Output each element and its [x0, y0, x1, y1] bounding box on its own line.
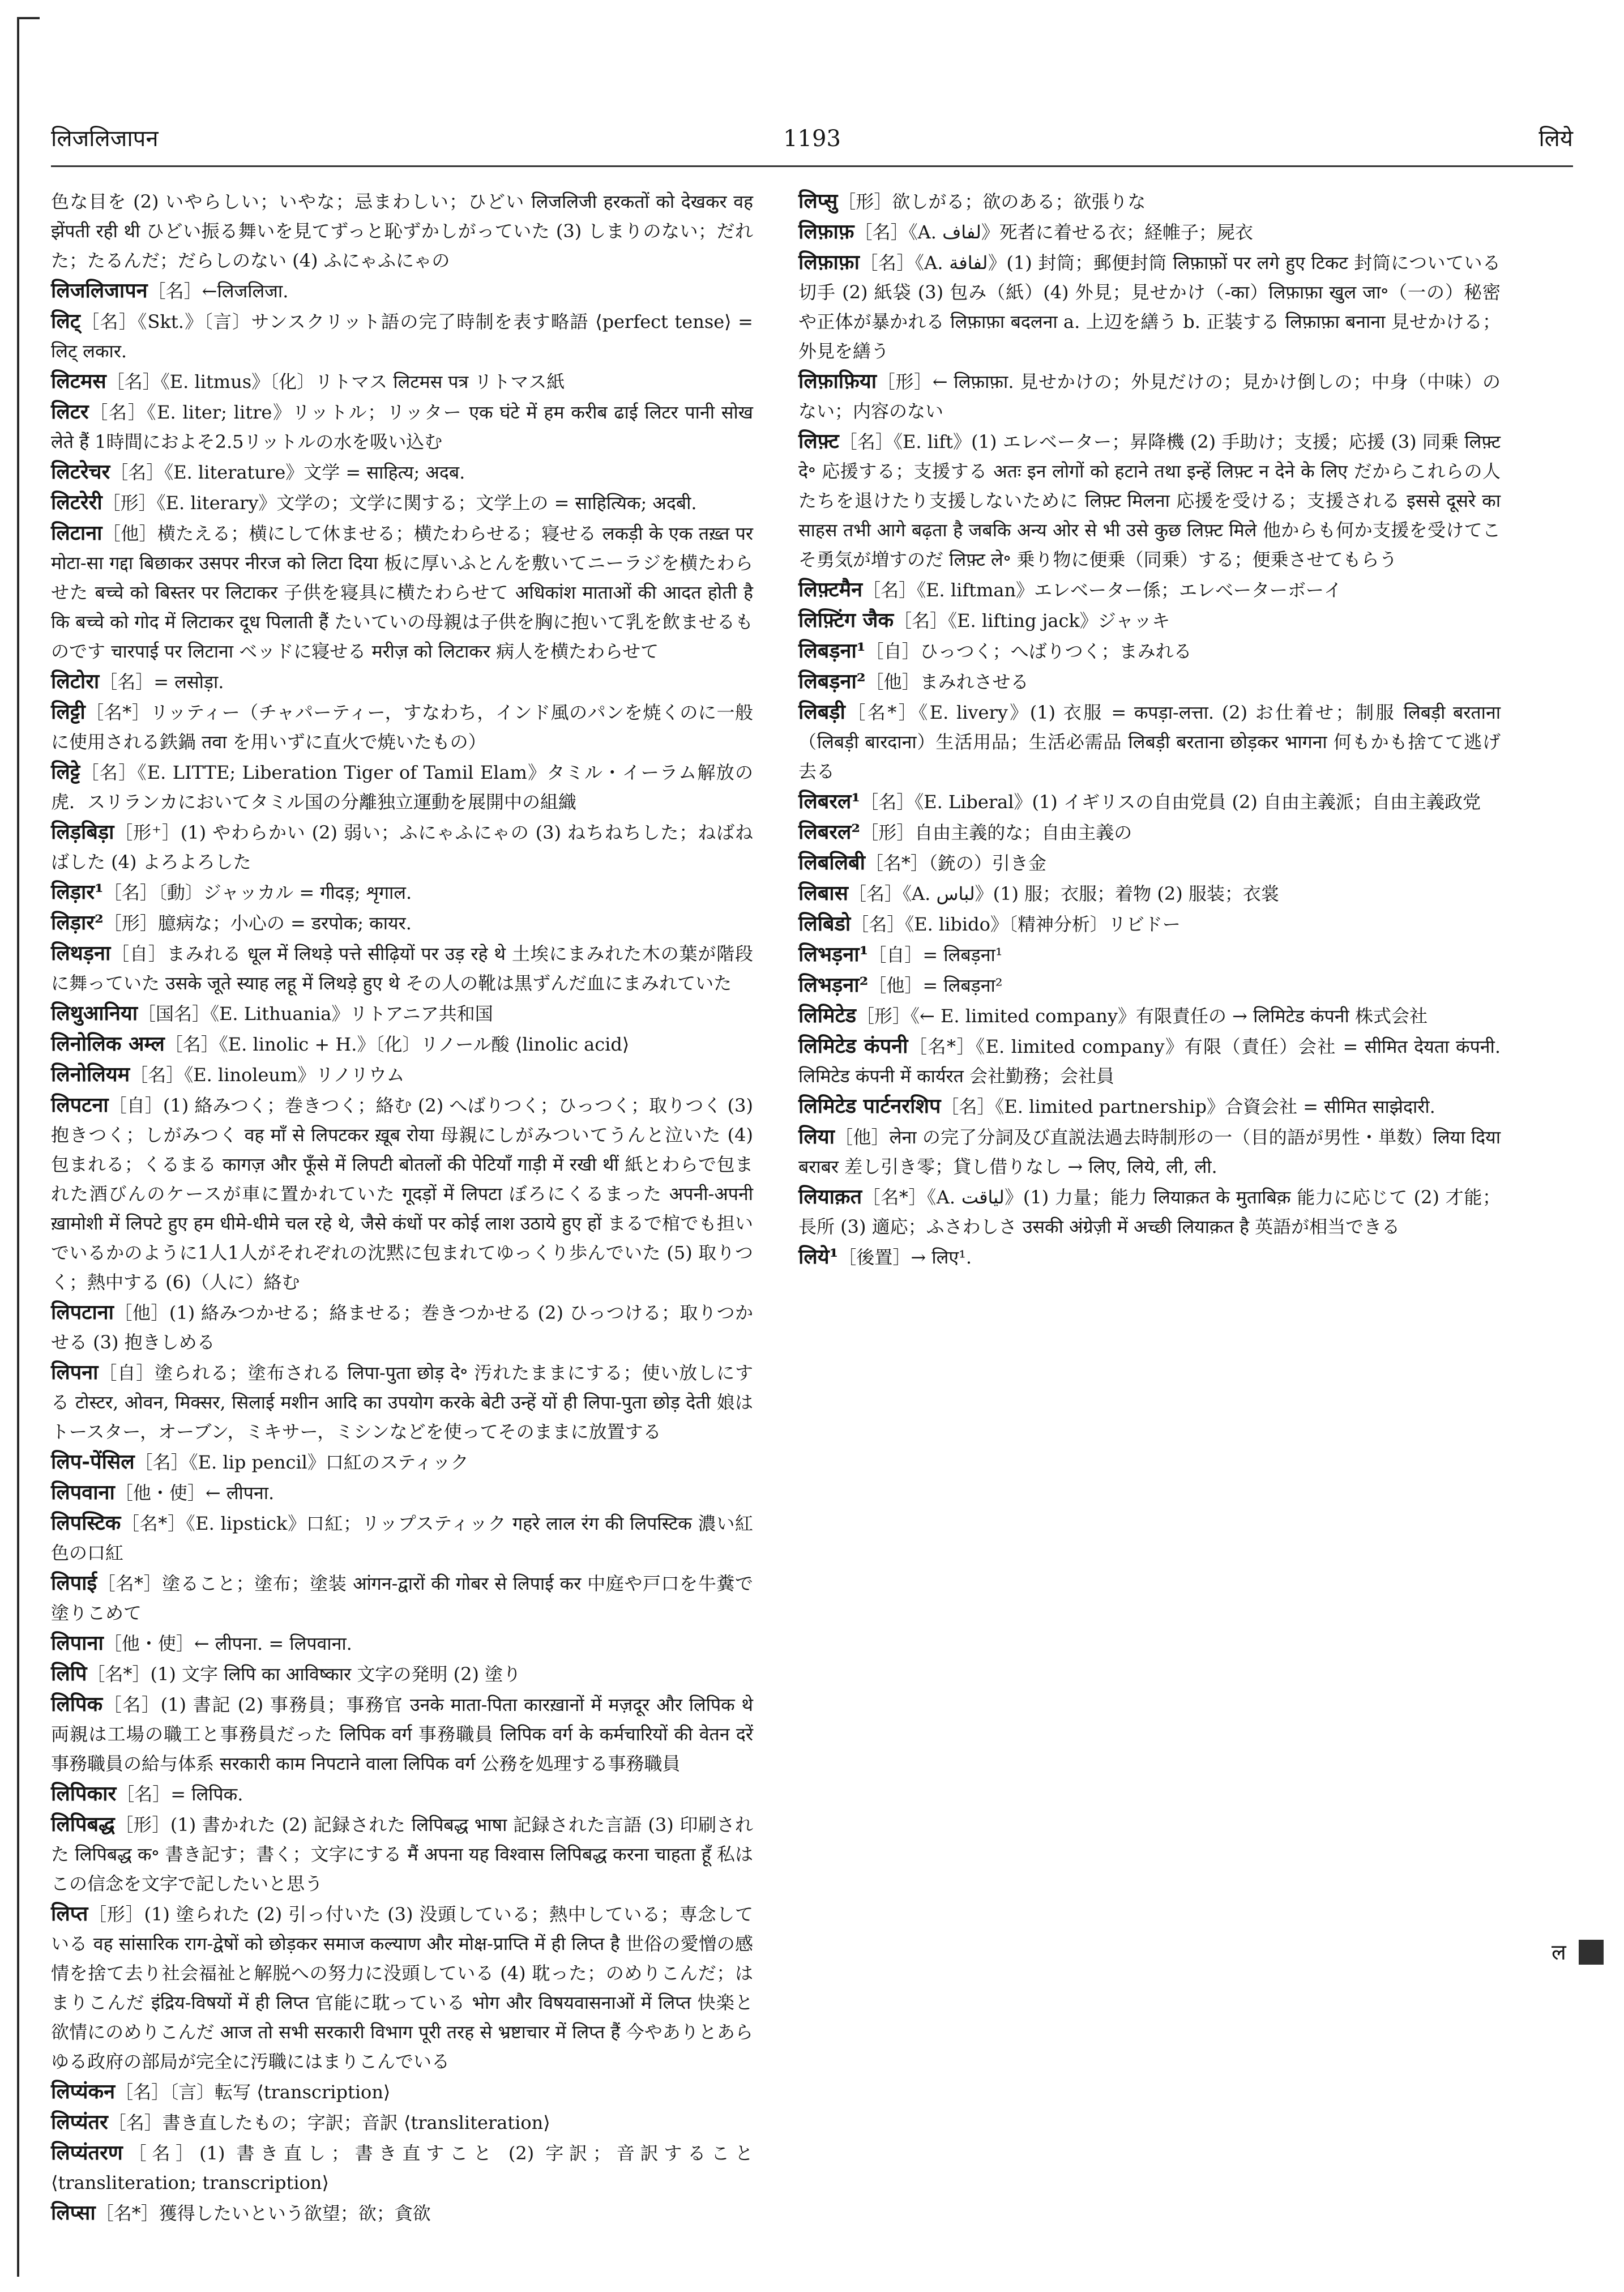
dictionary-entry — [798, 848, 1501, 878]
entry-part-of-speech: ［名］ — [130, 1064, 185, 1086]
entry-definition: (1) 塗られた (2) 引っ付いた (3) 没頭している；熱中している；専念している वह सांसारिक राग-द्वेषों को छोड़कर समाज कल्याण और मोक्ष-प्राप्ति में ही लिप्त है 世俗の愛憎の感情を捨て去り社会福祉と解脱への努力に没頭している (4) 耽った；のめりこんだ；はまりこんだ इंद्रिय-विषयों में ही लिप्त 官能に耽っている भोग और विषयवासनाओं में लिप्त 快楽と欲情にのめりこんだ आज तो सभी सरकारी विभाग पूरी तरह से भ्रष्टाचार में लिप्त हैं 今やありとあらゆる政府の部局が完全に汚職にはまりこんでいる — [51, 1903, 753, 2072]
entry-definition: 《E. literature》文学 = साहित्य; अदब. — [164, 462, 465, 483]
entry-headword: लिप्यंकन — [51, 2080, 116, 2103]
dictionary-entry — [51, 2077, 753, 2107]
entry-headword: लिपाना — [51, 1631, 104, 1655]
entry-part-of-speech: ［形］ — [856, 1005, 911, 1027]
entry-headword: लिड़बिड़ा — [51, 820, 114, 844]
entry-definition: 色な目を (2) いやらしい；いやな；忌まわしい；ひどい लिजलिजी हरकतों को देखकर वह झेंपती रही थी ひどい振る舞いを見てずっと恥ずかしがっていた (3) しまりのない；だれた；たるんだ；だらしのない (4) ふにゃふにゃの — [51, 191, 753, 271]
dictionary-entry — [798, 217, 1501, 247]
entry-headword: लिफ़्टिंग जैक — [798, 608, 894, 632]
entry-headword: लिप्सु — [798, 189, 838, 213]
entry-definition: 《E. Lithuania》リトアニア共和国 — [210, 1003, 493, 1025]
entry-part-of-speech: ［自］ — [108, 1095, 163, 1116]
entry-definition: 《E. liftman》エレベーター係；エレベーターボーイ — [917, 579, 1343, 601]
entry-definition: 《E. Liberal》(1) イギリスの自由党員 (2) 自由主義派；自由主義政党 — [914, 791, 1481, 813]
dictionary-entry — [51, 698, 753, 757]
entry-headword: लिबरल² — [798, 820, 861, 844]
entry-definition: 《A. لفاف》死者に着せる衣；経帷子；屍衣 — [908, 221, 1253, 243]
entry-headword: लिमिटेड — [798, 1004, 856, 1027]
entry-definition: (1) やわらかい (2) 弱い；ふにゃふにゃの (3) ねちねちした；ねばねばした (4) よろよろした — [51, 822, 753, 873]
entry-definition: 獲得したいという欲望；欲；貪欲 — [159, 2203, 431, 2224]
dictionary-entry — [51, 1298, 753, 1357]
entry-headword: लिबड़ना² — [798, 669, 866, 693]
entry-part-of-speech: ［他］ — [113, 1302, 169, 1324]
entry-headword: लिटर — [51, 400, 89, 424]
entry-definition: 塗られる；塗布される लिपा-पुता छोड़ दे॰ 汚れたままにする；使い放しにする टोस्टर, ओवन, मिक्सर, सिलाई मशीन आदि का उपयोग करके बेटी उन्हें यों ही लिपा-पुता छोड़ देती 娘はトースター，オーブン，ミキサー，ミシンなどを使ってそのままに放置する — [51, 1362, 753, 1442]
dictionary-entry — [798, 606, 1501, 635]
dictionary-entry — [798, 187, 1501, 216]
entry-part-of-speech: ［他］ — [868, 975, 923, 996]
dictionary-entry — [51, 908, 753, 938]
entry-definition: 《A. لياقت》(1) 力量；能力 लियाक़त के मुताबिक़ 能力に応じて (2) 才能；長所 (3) 適応；ふさわしさ उसकी अंग्रेज़ी में अच्छी लियाक़त है 英語が相当できる — [798, 1186, 1501, 1237]
entry-headword: लिनोलिक अम्ल — [51, 1032, 165, 1056]
header-first-word: लिजलिजापन — [51, 126, 159, 152]
dictionary-entry — [51, 187, 753, 275]
entry-definition: 《E. lip pencil》口紅のスティック — [189, 1452, 469, 1473]
entry-part-of-speech: ［名］ — [99, 671, 154, 693]
entry-part-of-speech: ［国名］ — [138, 1003, 211, 1025]
scan-edge-tick — [17, 17, 40, 19]
entry-headword: लिपाई — [51, 1571, 97, 1595]
entry-headword: लियाक़त — [798, 1185, 862, 1209]
dictionary-entry — [51, 2108, 753, 2137]
dictionary-entry — [51, 1091, 753, 1297]
entry-headword: लिप्यंतरण — [51, 2141, 123, 2165]
entry-headword: लिटाना — [51, 521, 102, 545]
dictionary-entry — [798, 787, 1501, 817]
entry-headword: लिमिटेड कंपनी — [798, 1034, 908, 1058]
entry-definition: (1) 書かれた (2) 記録された लिपिबद्ध भाषा 記録された言語 (3) 印刷された लिपिबद्ध क॰ 書き記す；書く；文字にする मैं अपना यह विश्वास लिपिबद्ध करना चाहता हूँ 私はこの信念を文字で記したいと思う — [51, 1814, 753, 1894]
entry-part-of-speech: ［名］ — [80, 762, 138, 783]
entry-part-of-speech: ［名］ — [164, 1034, 219, 1055]
entry-definition: लेना の完了分詞及び直説法過去時制形の一（目的語が男性・単数）लिया दिया बराबर 差し引き零；貸し借りなし → लिए, लिये, ली, ली. — [798, 1126, 1501, 1177]
dictionary-entry — [51, 758, 753, 817]
entry-definition: 《E. lifting jack》ジャッキ — [948, 610, 1170, 631]
entry-part-of-speech: ［名］ — [848, 883, 903, 904]
entry-part-of-speech: ［名*］ — [121, 1513, 186, 1534]
entry-part-of-speech: ［名*］ — [862, 1186, 928, 1208]
entry-part-of-speech: ［他］ — [102, 523, 157, 544]
entry-definition: 横たえる；横にして休ませる；横たわらせる；寝せる लकड़ी के एक तख़्त पर मोटा-सा गद्दा बिछाकर उसपर नीरज को लिटा दिया 板に厚いふとんを敷いてニーラジを横たわらせた बच्चे को बिस्तर पर लिटाकर 子供を寝具に横たわらせて अधिकांश माताओं की आदत होती है कि बच्चे को गोद में लिटाकर दूध पिलाती हैं たいていの母親は子供を胸に抱いて乳を飲ませるものです चारपाई पर लिटाना ベッドに寝せる मरीज़ को लिटाकर 病人を横たわらせて — [51, 523, 753, 662]
entry-part-of-speech: ［自］ — [98, 1362, 155, 1384]
entry-part-of-speech: ［他］ — [865, 671, 920, 693]
dictionary-entry — [51, 1629, 753, 1658]
entry-headword: लिबड़ना¹ — [798, 639, 866, 663]
entry-part-of-speech: ［名*］ — [845, 702, 919, 723]
entry-headword: लिभड़ना² — [798, 973, 869, 997]
entry-headword: लिफ़्ट — [798, 429, 839, 453]
entry-definition: ←लिजलिजा. — [202, 280, 289, 302]
entry-headword: लिबिडो — [798, 912, 851, 936]
entry-part-of-speech: ［形］ — [877, 371, 933, 392]
entry-part-of-speech: ［自］ — [868, 944, 923, 966]
entry-definition: 《E. literary》文学の；文学に関する；文学上の = साहित्यिक; अदबी. — [156, 492, 697, 514]
entry-headword: लिजलिजापन — [51, 279, 148, 302]
dictionary-entry — [51, 1659, 753, 1689]
entry-part-of-speech: ［名］ — [122, 2142, 200, 2164]
entry-headword: लिथुआनिया — [51, 1001, 138, 1025]
scan-edge-line — [17, 17, 19, 2277]
dictionary-entry — [798, 1001, 1501, 1031]
entry-part-of-speech: ［形⁺］ — [114, 822, 181, 843]
dictionary-entry — [51, 458, 753, 487]
entry-definition: 〔動〕ジャッカル = गीदड़; शृगाल. — [157, 882, 412, 903]
dictionary-entry — [798, 1092, 1501, 1121]
entry-part-of-speech: ［名］ — [103, 882, 158, 903]
entry-headword: लिपिबद्ध — [51, 1812, 115, 1836]
entry-definition: ← लिफ़ाफ़ा. 見せかけの；外見だけの；見かけ倒しの；中身（中味）のない；内容のない — [798, 371, 1501, 422]
entry-part-of-speech: ［名］ — [854, 221, 909, 243]
entry-headword: लिफ़ाफ़ा — [798, 250, 860, 274]
entry-headword: लिप्त — [51, 1902, 88, 1926]
entry-headword: लिफ़्टमैन — [798, 578, 863, 601]
entry-part-of-speech: ［名*］ — [908, 1036, 976, 1057]
entry-headword: लिट् — [51, 309, 80, 333]
entry-definition: まみれる धूल में लिथड़े पत्ते सीढ़ियों पर उड़ रहे थे 土埃にまみれた木の葉が階段に舞っていた उसके जूते स्याह लहू में लिथड़े हुए थे その人の靴は黒ずんだ血にまみれていた — [51, 943, 753, 994]
entry-part-of-speech: ［名］ — [862, 579, 917, 601]
dictionary-entry — [798, 698, 1501, 786]
entry-part-of-speech: ［名*］ — [97, 1573, 163, 1594]
dictionary-entry — [798, 1032, 1501, 1091]
entry-headword: लिबरल¹ — [798, 789, 861, 813]
dictionary-entry — [51, 878, 753, 907]
entry-headword: लिपस्टिक — [51, 1511, 121, 1535]
entry-part-of-speech: ［形］ — [102, 492, 157, 514]
entry-part-of-speech: ［名］ — [106, 371, 161, 392]
entry-part-of-speech: ［形］ — [103, 912, 158, 934]
dictionary-entry — [51, 519, 753, 666]
entry-part-of-speech: ［名*］ — [85, 702, 151, 723]
dictionary-entry — [51, 1358, 753, 1446]
entry-headword: लिबलिबी — [798, 851, 865, 874]
entry-part-of-speech: ［後置］ — [838, 1247, 911, 1268]
entry-definition: まみれさせる — [920, 671, 1029, 693]
entry-definition: → लिए¹. — [911, 1247, 972, 1268]
entry-part-of-speech: ［他］ — [834, 1126, 890, 1148]
dictionary-columns — [51, 187, 1501, 2237]
dictionary-entry — [51, 1030, 753, 1059]
entry-definition: 〔言〕転写 ⟨transcription⟩ — [169, 2081, 391, 2103]
thumb-index-letter: ल — [1552, 1939, 1566, 1965]
entry-part-of-speech: ［名］ — [102, 1694, 161, 1715]
dictionary-entry — [798, 940, 1501, 970]
entry-headword: लिड़ार¹ — [51, 880, 104, 904]
entry-part-of-speech: ［形］ — [860, 822, 915, 843]
entry-headword: लिबास — [798, 881, 848, 905]
dictionary-entry — [51, 818, 753, 877]
entry-headword: लिफ़ाफ़ — [798, 220, 854, 244]
entry-definition: 欲しがる；欲のある；欲張りな — [892, 191, 1146, 212]
dictionary-entry — [51, 1509, 753, 1568]
dictionary-entry — [798, 879, 1501, 908]
dictionary-entry — [51, 1690, 753, 1778]
entry-definition: 自由主義的な；自由主義の — [914, 822, 1132, 843]
entry-headword: लिया — [798, 1125, 835, 1149]
entry-definition: 《E. lift》(1) エレベーター；昇降機 (2) 手助け；支援；応援 (3) 同乗 लिफ़्ट दे॰ 応援する；支援する अतः इन लोगों को हटाने तथा इन्हें लिफ़्ट न देने के लिए だからこれらの人たちを退けたり支援しないために लिफ़्ट मिलना 応援を受ける；支援される इससे दूसरे का साहस तभी आगे बढ़ता है जबकि अन्य ओर से भी उसे कुछ लिफ़्ट मिले 他からも何か支援を受けてこそ勇気が増すのだ लिफ़्ट ले॰ 乗り物に便乗（同乗）する；便乗させてもらう — [798, 431, 1501, 570]
entry-part-of-speech: ［名］ — [860, 791, 915, 813]
dictionary-entry — [798, 971, 1501, 1000]
entry-definition: = लसोड़ा. — [153, 671, 224, 693]
entry-part-of-speech: ［名］ — [894, 610, 948, 631]
entry-definition: = लिबड़ना¹ — [922, 944, 1003, 966]
entry-part-of-speech: ［名*］ — [87, 1663, 151, 1685]
dictionary-entry — [798, 427, 1501, 574]
dictionary-entry — [798, 1122, 1501, 1181]
entry-definition: 《A. لفافة》(1) 封筒；郵便封筒 लिफ़ाफ़ों पर लगे हुए टिकट 封筒についている切手 (2) 紙袋 (3) 包み（紙）(4) 外見；見せかけ（-का）लिफ़ाफ़ा खुल जा॰（一の）秘密や正体が暴かれる लिफ़ाफ़ा बदलना a. 上辺を繕う b. 正装する लिफ़ाफ़ा बनाना 見せかける；外見を繕う — [798, 252, 1501, 362]
entry-headword: लिपिकार — [51, 1782, 117, 1806]
dictionary-entry — [798, 667, 1501, 697]
entry-part-of-speech: ［形］ — [837, 191, 892, 212]
dictionary-entry — [798, 910, 1501, 939]
dictionary-entry — [798, 637, 1501, 666]
entry-part-of-speech: ［形］ — [88, 1903, 144, 1925]
entry-headword: लिथड़ना — [51, 941, 111, 965]
entry-definition: 臆病な；小心の = डरपोक; कायर. — [157, 912, 412, 934]
dictionary-entry — [798, 818, 1501, 847]
entry-headword: लिड़ार² — [51, 911, 104, 934]
entry-definition: 《E. linolic + H.》〔化〕リノール酸 ⟨linolic acid⟩ — [219, 1034, 630, 1055]
entry-part-of-speech: ［名］ — [941, 1096, 995, 1117]
entry-definition: 《← E. limited company》有限責任の → लिमिटेड कंपनी 株式会社 — [911, 1005, 1428, 1027]
entry-definition: 《E. livery》(1) 衣服 = कपड़ा-लत्ता. (2) お仕着せ；制服 लिबड़ी बरताना（लिबड़ी बारदाना）生活用品；生活必需品 लिबड़ी बरताना छोड़कर भागना 何もかも捨てて逃げ去る — [798, 702, 1501, 782]
entry-definition: 《A. لباس》(1) 服；衣服；着物 (2) 服装；衣裳 — [902, 883, 1279, 904]
entry-headword: लिमिटेड पार्टनरशिप — [798, 1094, 941, 1118]
entry-part-of-speech: ［名］ — [134, 1452, 189, 1473]
entry-definition: (1) 書記 (2) 事務員；事務官 उनके माता-पिता कारख़ानों में मज़दूर और लिपिक थे 両親は工場の職工と事務員だった लिपिक वर्ग 事務職員 लिपिक वर्ग के कर्मचारियों की वेतन दरें 事務職員の給与体系 सरकारी काम निपटाने वाला लिपिक वर्ग 公務を処理する事務職員 — [51, 1694, 753, 1774]
entry-headword: लिप्यंतर — [51, 2110, 108, 2134]
dictionary-entry — [51, 488, 753, 518]
dictionary-entry — [798, 575, 1501, 605]
entry-part-of-speech: ［他・使］ — [103, 1633, 194, 1654]
entry-definition: = लिपिक. — [170, 1783, 243, 1805]
dictionary-entry — [798, 248, 1501, 366]
entry-headword: लिपिक — [51, 1692, 103, 1716]
entry-headword: लिपना — [51, 1360, 99, 1384]
entry-headword: लिपटना — [51, 1093, 109, 1117]
entry-headword: लिबड़ी — [798, 700, 845, 724]
entry-definition: 書き直したもの；字訳；音訳 ⟨transliteration⟩ — [162, 2112, 550, 2133]
entry-part-of-speech: ［名］ — [859, 252, 915, 274]
entry-headword: लिटमस — [51, 369, 106, 393]
entry-headword: लिट्टे — [51, 760, 80, 784]
entry-definition: 《E. litmus》〔化〕リトマス लिटमस पत्र リトマス紙 — [160, 371, 565, 392]
dictionary-entry — [51, 2199, 753, 2228]
entry-definition: 塗ること；塗布；塗装 आंगन-द्वारों की गोबर से लिपाई कर 中庭や戸口を牛糞で塗りこめて — [51, 1573, 753, 1624]
entry-definition: （銃の）引き金 — [928, 852, 1046, 874]
thumb-index — [1552, 1934, 1604, 1966]
entry-part-of-speech: ［名］ — [147, 280, 202, 302]
entry-headword: लिट्टी — [51, 700, 86, 724]
entry-part-of-speech: ［名］ — [108, 2112, 163, 2133]
entry-definition: (1) 絡みつく；巻きつく；絡む (2) へばりつく；ひっつく；取りつく (3) 抱きつく；しがみつく वह माँ से लिपटकर ख़ूब रोया 母親にしがみついてうんと泣いた (4) 包まれる；くるまる कागज़ और फूँसे में लिपटी बोतलों की पेटियाँ गाड़ी में रखी थीं 紙とわらで包まれた酒びんのケースが車に置かれていた गूदड़ों में लिपटा ぼろにくるまった अपनी-अपनी ख़ामोशी में लिपटे हुए हम धीमे-धीमे चल रहे थे, जैसे कंधों पर कोई लाश उठाये हुए हों まるで棺でも担いでいるかのように1人1人がそれぞれの沈黙に包まれてゆっくり歩んでいた (5) 取りつく；熱中する (6)（人に）絡む — [51, 1095, 753, 1293]
entry-definition: ひっつく；へばりつく；まみれる — [920, 641, 1192, 662]
page-number: 1193 — [783, 126, 841, 152]
dictionary-entry — [51, 667, 753, 697]
entry-definition: 《E. libido》〔精神分析〕リビドー — [905, 914, 1181, 935]
dictionary-entry — [51, 1810, 753, 1898]
entry-part-of-speech: ［名］ — [116, 1783, 171, 1805]
entry-part-of-speech: ［他・使］ — [114, 1482, 206, 1504]
dictionary-entry — [51, 398, 753, 456]
dictionary-entry — [51, 1900, 753, 2076]
entry-part-of-speech: ［名］ — [88, 402, 147, 423]
dictionary-entry — [51, 2139, 753, 2197]
page-header — [51, 122, 1573, 167]
dictionary-entry — [798, 1183, 1501, 1241]
dictionary-entry — [798, 1243, 1501, 1272]
entry-headword: लिटोरा — [51, 669, 100, 693]
entry-headword: लिप्सा — [51, 2201, 96, 2225]
entry-headword: लिभड़ना¹ — [798, 942, 869, 966]
entry-headword: लिपटाना — [51, 1300, 114, 1324]
entry-definition: 《E. LITTE; Liberation Tiger of Tamil Elam》タミル・イーラム解放の虎．スリランカにおいてタミル国の分離独立運動を展開中の組織 — [51, 762, 753, 813]
dictionary-entry — [51, 1060, 753, 1090]
thumb-index-block — [1579, 1940, 1604, 1965]
entry-definition: リッティー（チャパーティー，すなわち，インド風のパンを焼くのに一般に使用される鉄鍋 तवा を用いずに直火で焼いたもの） — [51, 702, 753, 753]
entry-definition: 《E. liter; litre》リットル；リッター एक घंटे में हम करीब ढाई लिटर पानी सोख लेते हैं 1時間におよそ2.5リットルの水を吸い込む — [51, 402, 753, 453]
entry-definition: 《E. limited partnership》合資会社 = सीमित साझेदारी. — [995, 1096, 1435, 1117]
entry-part-of-speech: ［名］ — [110, 462, 165, 483]
entry-headword: लिपि — [51, 1662, 87, 1685]
dictionary-entry — [51, 1569, 753, 1628]
entry-definition: 《Skt.》〔言〕サンスクリット語の完了時制を表す略語 ⟨perfect tense⟩ = लिट् लकार. — [51, 311, 753, 362]
header-rule — [51, 165, 1573, 167]
dictionary-entry — [51, 939, 753, 998]
entry-part-of-speech: ［名］ — [115, 2081, 170, 2103]
entry-part-of-speech: ［名*］ — [95, 2203, 159, 2224]
entry-headword: लिनोलियम — [51, 1062, 130, 1086]
header-last-word: लिये — [1538, 126, 1573, 152]
entry-headword: लिटरेचर — [51, 460, 110, 484]
entry-part-of-speech: ［自］ — [110, 943, 167, 964]
entry-headword: लिप-पेंसिल — [51, 1450, 135, 1474]
entry-part-of-speech: ［名］ — [80, 311, 138, 332]
dictionary-entry — [51, 1448, 753, 1477]
entry-definition: 《E. limited company》有限（責任）会社 = सीमित देयता कंपनी. लिमिटेड कंपनी में कार्यरत 会社勤務；会社員 — [798, 1036, 1501, 1087]
entry-definition: = लिबड़ना² — [922, 975, 1003, 996]
entry-headword: लिटरेरी — [51, 490, 102, 514]
entry-definition: ← लीपना. = लिपवाना. — [194, 1633, 352, 1654]
entry-part-of-speech: ［自］ — [865, 641, 920, 662]
dictionary-entry — [798, 367, 1501, 426]
dictionary-entry — [51, 999, 753, 1028]
dictionary-entry — [51, 276, 753, 306]
entry-definition: ← लीपना. — [205, 1482, 275, 1504]
entry-headword: लिपवाना — [51, 1480, 115, 1504]
dictionary-entry — [51, 307, 753, 366]
dictionary-entry — [51, 367, 753, 396]
entry-part-of-speech: ［名*］ — [865, 852, 929, 874]
entry-definition: (1) 書き直し；書き直すこと (2) 字訳；音訳すること ⟨transliteration; transcription⟩ — [51, 2142, 753, 2193]
entry-definition: (1) 絡みつかせる；絡ませる；巻きつかせる (2) ひっつける；取りつかせる (3) 抱きしめる — [51, 1302, 753, 1353]
dictionary-entry — [51, 1779, 753, 1809]
entry-definition: (1) 文字 लिपि का आविष्कार 文字の発明 (2) 塗り — [150, 1663, 522, 1685]
entry-part-of-speech: ［名］ — [851, 914, 905, 935]
entry-part-of-speech: ［形］ — [114, 1814, 170, 1836]
dictionary-entry — [51, 1478, 753, 1508]
entry-definition: 《E. lipstick》口紅；リップスティック गहरे लाल रंग की लिपस्टिक 濃い紅色の口紅 — [51, 1513, 753, 1564]
entry-definition: 《E. linoleum》リノリウム — [184, 1064, 405, 1086]
entry-part-of-speech: ［名］ — [839, 431, 894, 453]
entry-headword: लिफ़ाफ़िया — [798, 369, 877, 393]
entry-headword: लिये¹ — [798, 1245, 839, 1269]
